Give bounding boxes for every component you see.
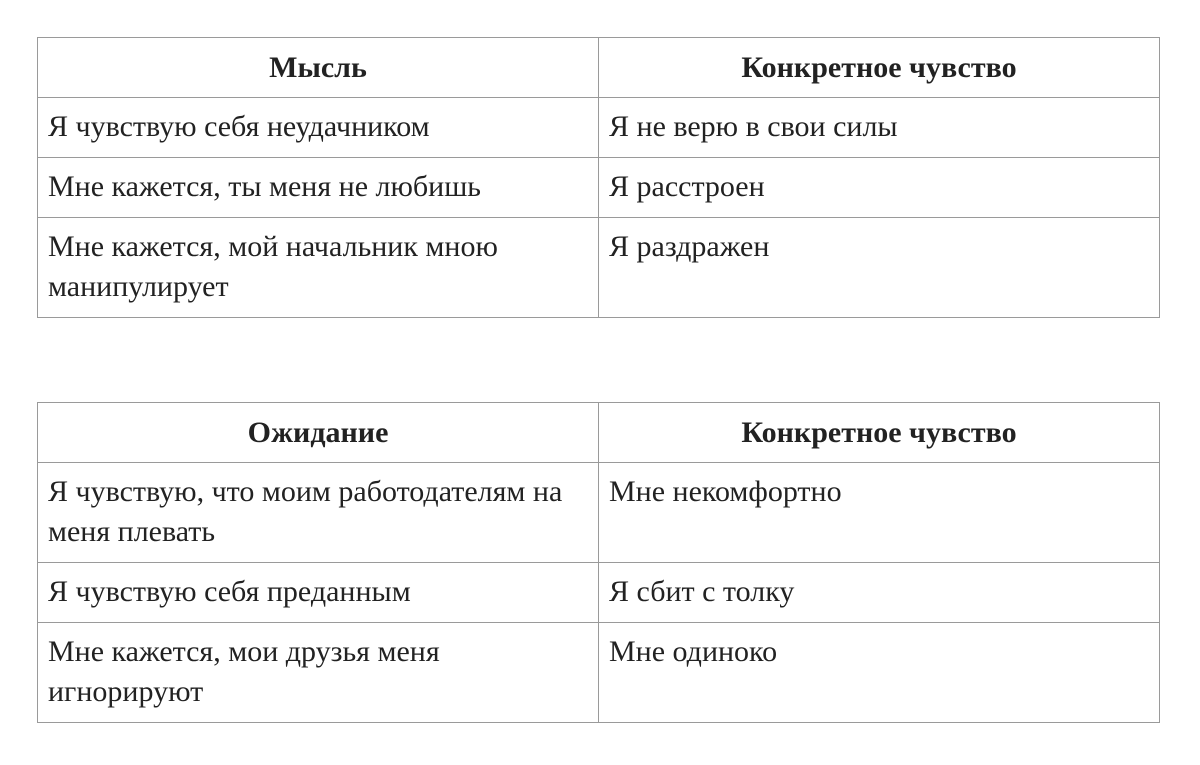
- thought-feeling-table: [37, 37, 1160, 318]
- table-row: [38, 563, 1160, 623]
- table-row: [38, 98, 1160, 158]
- column-header-thought: Мысль: [38, 38, 599, 98]
- table-row: [38, 463, 1160, 563]
- thought-cell: Я чувствую себя неудачником: [38, 98, 599, 158]
- table-header-row: [38, 38, 1160, 98]
- feeling-cell: Я расстроен: [599, 158, 1160, 218]
- thought-cell: Мне кажется, мой начальник мною манипулирует: [38, 218, 599, 318]
- thought-cell: Мне кажется, ты меня не любишь: [38, 158, 599, 218]
- column-header-feeling: Конкретное чувство: [599, 38, 1160, 98]
- feeling-cell: Я не верю в свои силы: [599, 98, 1160, 158]
- table-row: [38, 158, 1160, 218]
- column-header-expectation: Ожидание: [38, 403, 599, 463]
- expectation-cell: Я чувствую себя преданным: [38, 563, 599, 623]
- column-header-feeling: Конкретное чувство: [599, 403, 1160, 463]
- expectation-feeling-table: [37, 402, 1160, 723]
- expectation-cell: Я чувствую, что моим работодателям на меня плевать: [38, 463, 599, 563]
- table-header-row: [38, 403, 1160, 463]
- expectation-cell: Мне кажется, мои друзья меня игнорируют: [38, 623, 599, 723]
- feeling-cell: Я раздражен: [599, 218, 1160, 318]
- feeling-cell: Мне некомфортно: [599, 463, 1160, 563]
- feeling-cell: Я сбит с толку: [599, 563, 1160, 623]
- table-row: [38, 218, 1160, 318]
- feeling-cell: Мне одиноко: [599, 623, 1160, 723]
- table-row: [38, 623, 1160, 723]
